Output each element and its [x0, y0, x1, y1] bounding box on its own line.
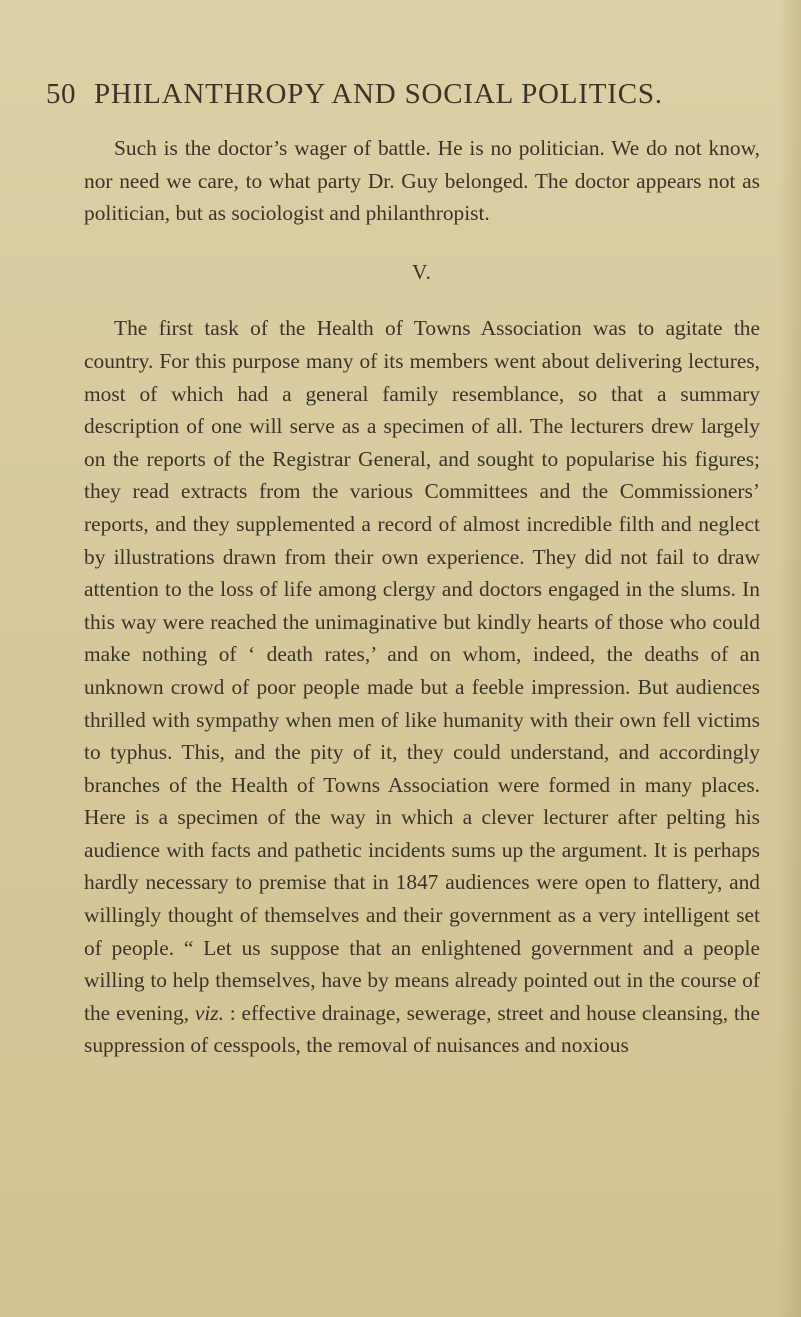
- main-paragraph: [84, 312, 760, 1062]
- page-edge-shadow: [779, 0, 801, 1317]
- running-head: PHILANTHROPY AND SOCIAL POLITICS.: [94, 78, 663, 110]
- section-heading: V.: [412, 259, 432, 284]
- page-number: 50: [46, 78, 76, 110]
- page-header: [46, 78, 766, 111]
- main-paragraph-text-2: : effective drainage, sewerage, street and house cleansing, the suppression of cesspools, the removal of nuisances and noxious: [84, 1000, 760, 1058]
- opening-paragraph: Such is the doctor’s wager of battle. He is no politician. We do not know, nor need we care, to what party Dr. Guy belonged. The doctor appears not as politician, but as sociologist and philanthropist.: [84, 136, 760, 226]
- main-paragraph-text-1: The first task of the Health of Towns Association was to agitate the country. For this purpose many of its members went about delivering lectures, most of which had a general family resemblance, so that a summary description of one will serve as a specimen of all. The lecturers drew largely on the reports of the Registrar General, and sought to popularise his figures; they read extracts from the various Committees and the Commissioners’ reports, and they supplemented a record of almost incredible filth and neglect by illustrations drawn from their own experience. They did not fail to draw attention to the loss of life among clergy and doctors engaged in the slums. In this way were reached the unimaginative but kindly hearts of those who could make nothing of ‘ death rates,’ and on whom, indeed, the deaths of an unknown crowd of poor people made but a feeble impression. But audiences thrilled with sympathy when men of like humanity with their own fell victims to typhus. This, and the pity of it, they could understand, and accordingly branches of the Health of Towns Association were formed in many places. Here is a specimen of the way in which a clever lecturer after pelting his audience with facts and pathetic incidents sums up the argument. It is perhaps hardly necessary to premise that in 1847 audiences were open to flattery, and willingly thought of themselves and their government as a very intelligent set of people. “ Let us suppose that an enlightened government and a people willing to help themselves, have by means already pointed out in the course of the evening,: [84, 316, 760, 1025]
- body-text: [84, 132, 760, 1062]
- viz-abbreviation: viz.: [194, 1000, 224, 1025]
